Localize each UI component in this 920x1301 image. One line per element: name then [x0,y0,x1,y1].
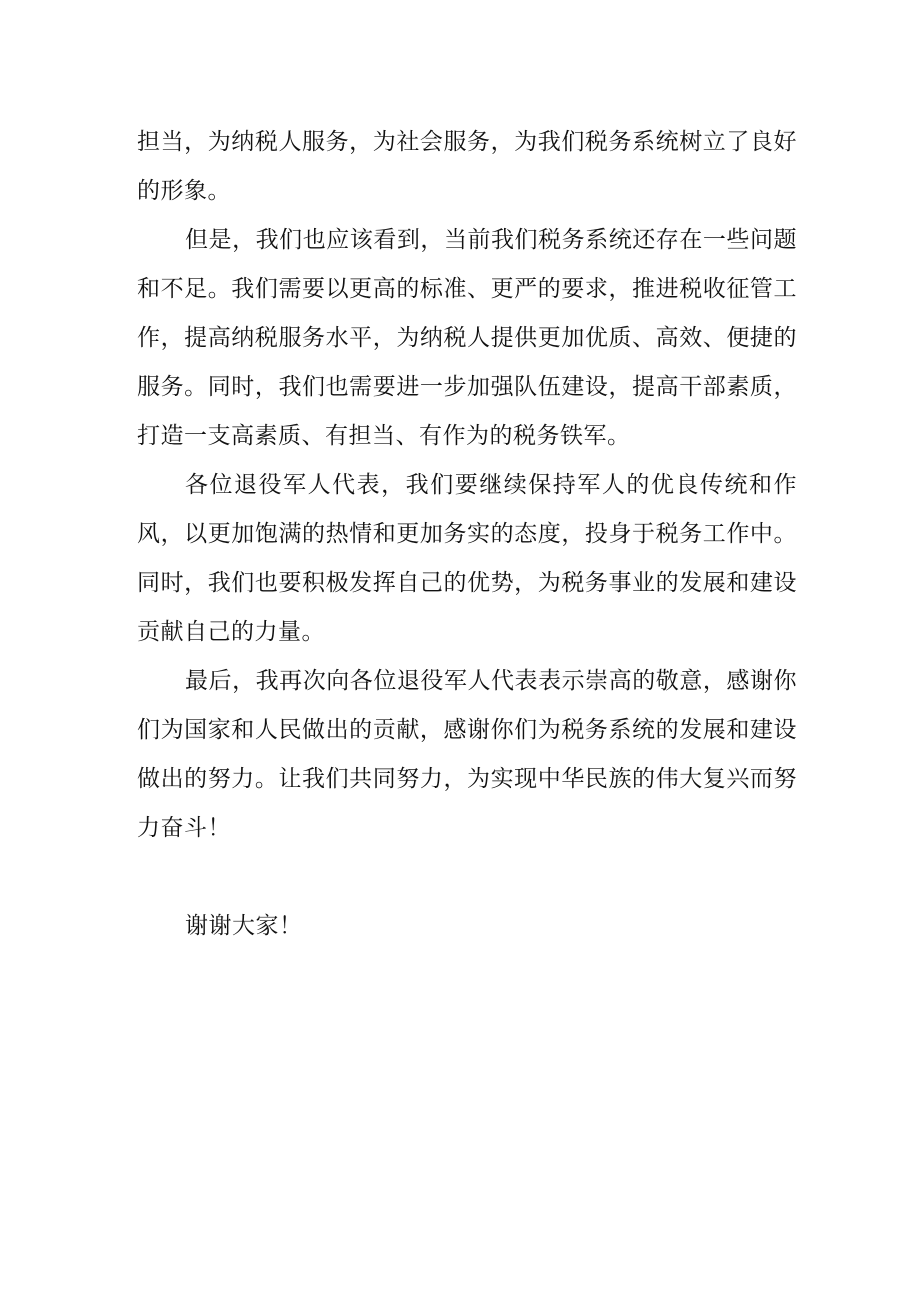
paragraph-veterans: 各位退役军人代表，我们要继续保持军人的优良传统和作风，以更加饱满的热情和更加务实的态度，投身于税务工作中。同时，我们也要积极发挥自己的优势，为税务事业的发展和建设贡献自己的力量。 [137,472,797,645]
paragraph-continuation: 担当，为纳税人服务，为社会服务，为我们税务系统树立了良好的形象。 [137,129,797,204]
closing-thanks: 谢谢大家！ [185,913,303,939]
paragraph-issues: 但是，我们也应该看到，当前我们税务系统还存在一些问题和不足。我们需要以更高的标准、更严的要求，推进税收征管工作，提高纳税服务水平，为纳税人提供更加优质、高效、便捷的服务。同时，我们也需要进一步加强队伍建设，提高干部素质，打造一支高素质、有担当、有作为的税务铁军。 [137,227,797,449]
paragraph-final: 最后，我再次向各位退役军人代表表示崇高的敬意，感谢你们为国家和人民做出的贡献，感谢你们为税务系统的发展和建设做出的努力。让我们共同努力，为实现中华民族的伟大复兴而努力奋斗！ [137,668,797,841]
document-body [137,118,797,951]
